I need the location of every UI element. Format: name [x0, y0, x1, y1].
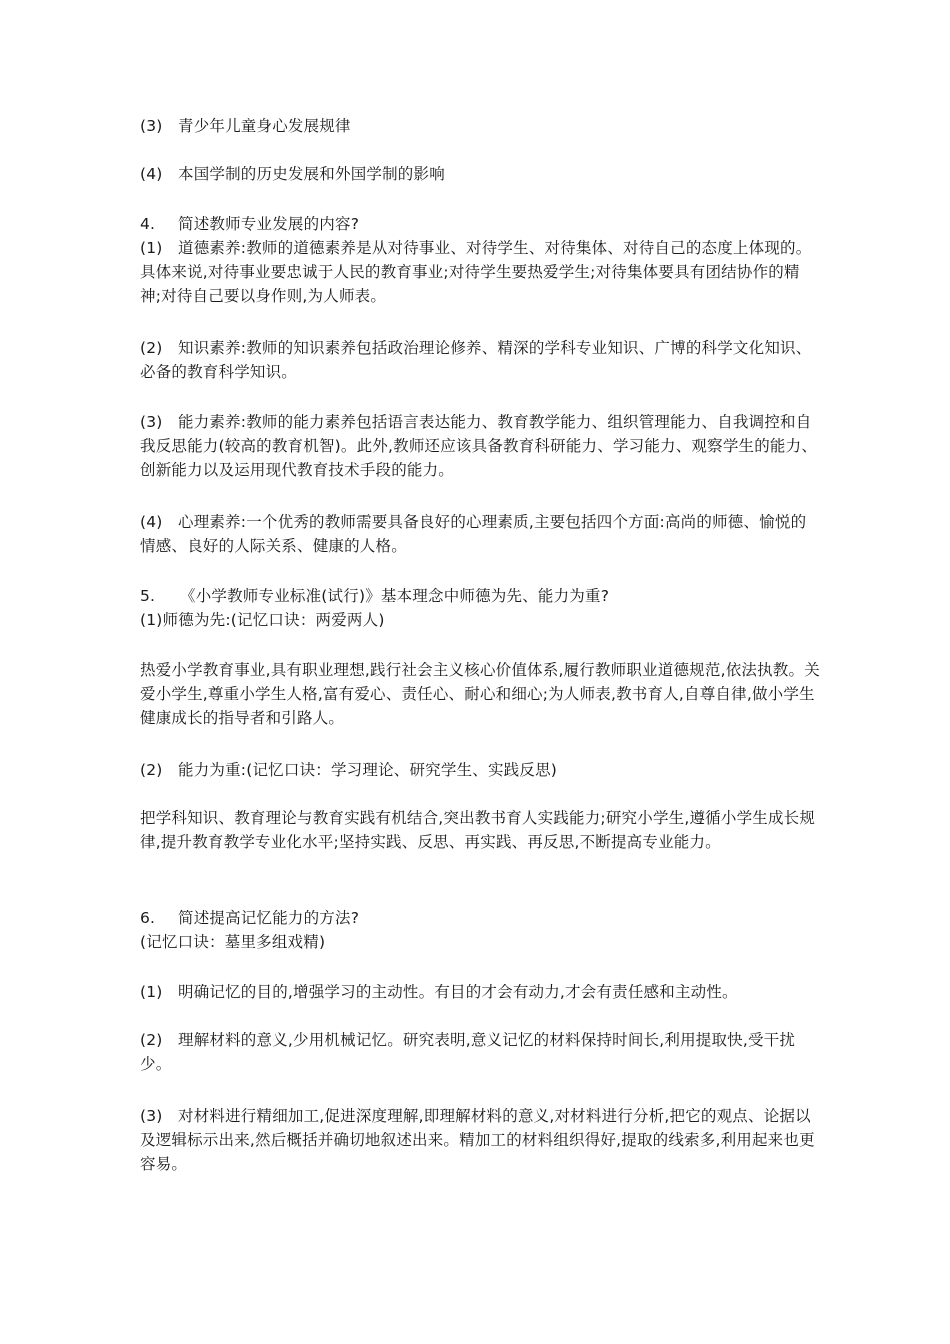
list-item [140, 980, 820, 1004]
item-text: 理解材料的意义,少用机械记忆。研究表明,意义记忆的材料保持时间长,利用提取快,受干扰少。 [140, 1031, 796, 1073]
item-text: 知识素养:教师的知识素养包括政治理论修养、精深的学科专业知识、广博的科学文化知识、必备的教育科学知识。 [140, 339, 812, 381]
item-text: 能力素养:教师的能力素养包括语言表达能力、教育教学能力、组织管理能力、自我调控和自我反思能力(较高的教育机智)。此外,教师还应该具备教育科研能力、学习能力、观察学生的能力、创新能力以及运用现代教育技术手段的能力。 [140, 413, 818, 479]
question-heading [140, 906, 820, 930]
item-number: (4) [140, 513, 163, 531]
question-number: 6. [140, 909, 156, 927]
question-number: 4. [140, 215, 156, 233]
item-number: (1) [140, 239, 163, 257]
item-number: (3) [140, 413, 163, 431]
list-item [140, 114, 820, 138]
item-number: (2) [140, 761, 163, 779]
item-text: 青少年儿童身心发展规律 [178, 117, 351, 135]
item-number: (4) [140, 165, 163, 183]
mnemonic: (记忆口诀：墓里多组戏精) [140, 933, 326, 951]
question-text: 简述提高记忆能力的方法? [178, 909, 360, 927]
item-text: 对材料进行精细加工,促进深度理解,即理解材料的意义,对材料进行分析,把它的观点、论据以及逻辑标示出来,然后概括并确切地叙述出来。精加工的材料组织得好,提取的线索多,利用起来也更容易。 [140, 1107, 815, 1173]
item-text: 心理素养:一个优秀的教师需要具备良好的心理素质,主要包括四个方面:高尚的师德、愉悦的情感、良好的人际关系、健康的人格。 [140, 513, 807, 555]
item-number: (3) [140, 117, 163, 135]
item-number: (1) [140, 983, 163, 1001]
sub-heading: (1)师德为先:(记忆口诀：两爱两人) [140, 611, 385, 629]
item-number: (2) [140, 339, 163, 357]
question-heading [140, 212, 820, 236]
list-item [140, 336, 820, 384]
item-text: 明确记忆的目的,增强学习的主动性。有目的才会有动力,才会有责任感和主动性。 [178, 983, 738, 1001]
question-text: 简述教师专业发展的内容? [178, 215, 360, 233]
list-item [140, 410, 820, 482]
item-text: 本国学制的历史发展和外国学制的影响 [178, 165, 445, 183]
sub-heading [140, 758, 820, 782]
question-heading [140, 584, 820, 608]
question-number: 5. [140, 587, 156, 605]
item-text: 能力为重:(记忆口诀：学习理论、研究学生、实践反思) [178, 761, 558, 779]
list-item [140, 1028, 820, 1076]
question-text: 《小学教师专业标准(试行)》基本理念中师德为先、能力为重? [180, 587, 610, 605]
paragraph: 热爱小学教育事业,具有职业理想,践行社会主义核心价值体系,履行教师职业道德规范,依法执教。关爱小学生,尊重小学生人格,富有爱心、责任心、耐心和细心;为人师表,教书育人,自尊自律,做小学生健康成长的指导者和引路人。 [140, 661, 820, 727]
item-number: (2) [140, 1031, 163, 1049]
list-item [140, 162, 820, 186]
list-item [140, 510, 820, 558]
item-text: 道德素养:教师的道德素养是从对待事业、对待学生、对待集体、对待自己的态度上体现的。具体来说,对待事业要忠诚于人民的教育事业;对待学生要热爱学生;对待集体要具有团结协作的精神;对待自己要以身作则,为人师表。 [140, 239, 812, 305]
paragraph: 把学科知识、教育理论与教育实践有机结合,突出教书育人实践能力;研究小学生,遵循小学生成长规律,提升教育教学专业化水平;坚持实践、反思、再实践、再反思,不断提高专业能力。 [140, 809, 816, 851]
item-number: (3) [140, 1107, 163, 1125]
list-item [140, 236, 820, 308]
list-item [140, 1104, 820, 1176]
